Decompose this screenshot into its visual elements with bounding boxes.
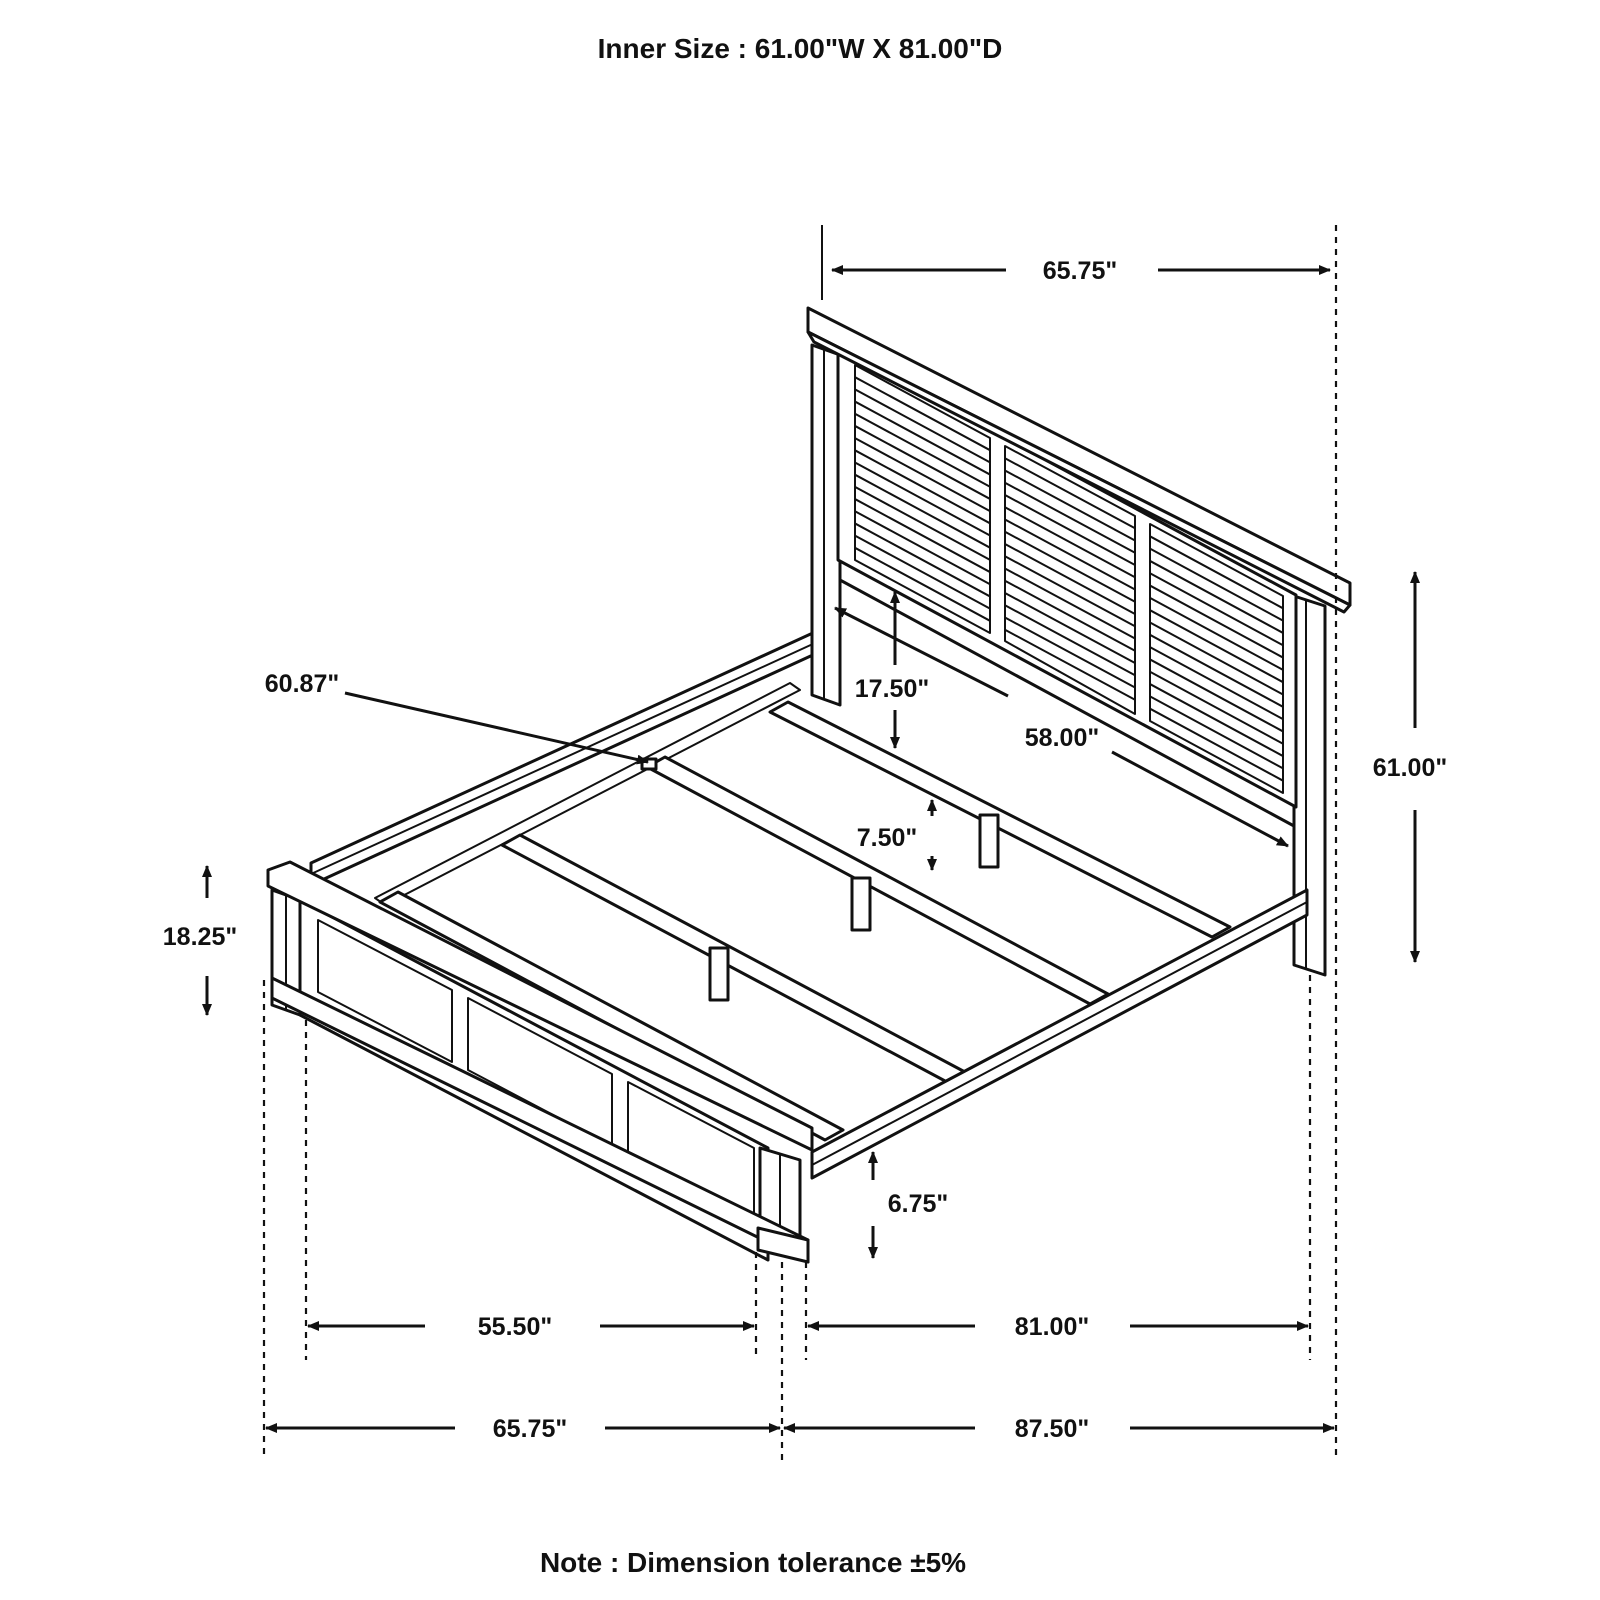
- panel-gap-label: 17.50": [854, 675, 930, 703]
- tolerance-note: Note : Dimension tolerance ±5%: [539, 1547, 967, 1578]
- left-side-rail: [311, 632, 815, 885]
- diagram-title: Inner Size : 61.00"W X 81.00"D: [597, 33, 1003, 64]
- overall-length-label: 87.50": [1014, 1415, 1090, 1443]
- footboard-height-label: 18.25": [162, 923, 238, 951]
- slat-gap-label: 7.50": [856, 824, 918, 852]
- headboard: [808, 308, 1350, 975]
- footboard: [268, 862, 812, 1262]
- headboard-height-label: 61.00": [1372, 754, 1448, 782]
- bed-drawing: [268, 308, 1350, 1262]
- overall-width-label: 65.75": [492, 1415, 568, 1443]
- rail-clearance-label: 6.75": [887, 1190, 949, 1218]
- headboard-width-label: 65.75": [1042, 257, 1118, 285]
- rail-length-label: 60.87": [264, 670, 340, 698]
- inner-length-label: 81.00": [1014, 1313, 1090, 1341]
- footboard-inner-width-label: 55.50": [477, 1313, 553, 1341]
- headboard-inner-width-label: 58.00": [1024, 724, 1100, 752]
